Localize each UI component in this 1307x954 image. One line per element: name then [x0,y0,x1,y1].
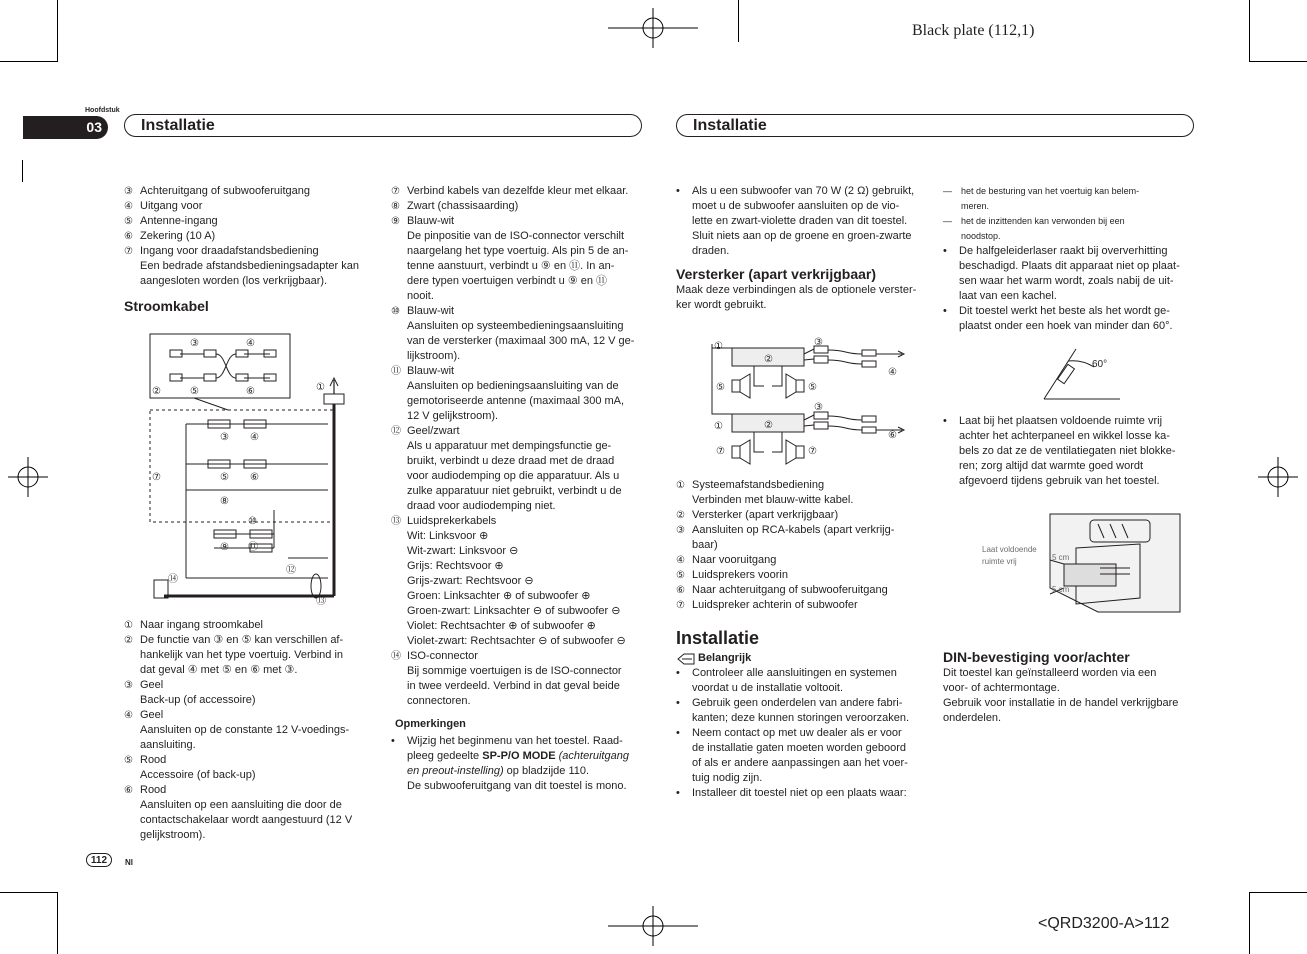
bullet-line: noodstop. [961,231,1001,241]
item-number: ⑭ [391,651,401,662]
bullet-list [943,244,1199,334]
item-line: lijkstroom). [407,350,461,362]
list-item [124,678,380,708]
diagram-label: ③ [190,338,199,349]
item-number: ⑦ [124,246,133,257]
diagram-label: ⑤ [190,386,199,397]
item-line: Aansluiten op RCA-kabels (apart verkrijg- [692,524,895,536]
space-label: Laat voldoende [982,545,1037,554]
note-text: op bladzijde 110. [503,765,590,777]
item-line: nooit. [407,290,434,302]
diagram-label: ⑫ [286,565,296,576]
item-number: ⑩ [391,306,400,317]
item-number: ⑥ [124,231,133,242]
amp-list [676,478,932,613]
bullet-line: Neem contact op met uw dealer als er voor [692,727,902,739]
item-number: ③ [124,680,133,691]
list-item [124,229,380,244]
section-heading-installatie: Installatie [676,628,760,648]
item-line: Luidsprekers voorin [692,569,788,581]
left-section-title: Installatie [124,114,642,137]
bullet-line: Laat bij het plaatsen voldoende ruimte vrij [959,415,1163,427]
diagram-label: ③ [814,402,823,413]
bullet-item [676,666,932,696]
item-line: Grijs-zwart: Rechtsvoor ⊖ [407,575,534,587]
bullet-line: afgevoerd tijdens gebruik van het toestel. [959,475,1160,487]
bullet-line: tuig nodig zijn. [692,772,763,784]
bullet-line: voordat u de installatie voltooit. [692,682,844,694]
text-line: Sluit niets aan op de groene en groen-zwarte [692,230,912,242]
item-line: Aansluiten op systeembedieningsaansluiting [407,320,624,332]
item-text [407,649,646,709]
bullet-line: Gebruik geen onderdelen van andere fabri- [692,697,903,709]
column-4 [943,184,1199,334]
text-line: Gebruik voor installatie in de handel verkrijgbare [943,697,1179,709]
bullet-icon: • [676,727,680,739]
list-item [676,598,932,613]
item-line: Aansluiten op een aansluiting die door de [140,799,342,811]
diagram-label: ⑥ [246,386,255,397]
list-item [391,214,646,304]
bullet-item [943,184,1199,214]
item-line: Geel/zwart [407,425,460,437]
item-line: Luidspreker achterin of subwoofer [692,599,858,611]
column-2 [391,184,646,794]
power-cable-diagram [124,330,384,610]
item-number: ⑪ [391,366,401,377]
section-heading-din: DIN-bevestiging voor/achter [943,649,1130,665]
item-text [140,244,380,289]
amplifier-diagram [676,334,936,470]
item-line: Versterker (apart verkrijgbaar) [692,509,839,521]
bullet-line: achter het achterpaneel en wikkel losse ka- [959,430,1170,442]
item-line: Bij sommige voertuigen is de ISO-connector [407,665,622,677]
important-list [676,666,932,801]
item-number: ④ [676,555,685,566]
item-line: 12 V gelijkstroom). [407,410,499,422]
column-1 [124,184,380,315]
item-line: Uitgang voor [140,200,203,212]
cm-label: 5 cm [1052,585,1070,594]
item-line: De pinpositie van de ISO-connector verschilt [407,230,625,242]
item-line: dere typen voertuigen verbindt u ⑨ en ⑪ [407,275,608,287]
item-text [692,523,932,553]
item-text [407,199,646,214]
black-plate-label: Black plate (112,1) [912,22,1035,39]
diagram-label: ⑥ [888,430,897,441]
note-text: pleeg gedeelte [407,750,483,762]
angle-label: 60° [1092,359,1108,370]
item-line: Blauw-wit [407,215,455,227]
bullet-item [943,304,1199,334]
diagram-label: ④ [250,432,259,443]
text-line: Als u een subwoofer van 70 W (2 Ω) gebruikt, [692,185,915,197]
item-number: ⑤ [124,216,133,227]
list-item [124,783,380,843]
item-line: Zwart (chassisaarding) [407,200,519,212]
item-number: ⑬ [391,516,401,527]
item-line: dat geval ④ met ⑤ en ⑥ met ③. [140,664,298,676]
bullet-line: of als er andere aanpassingen aan het voer- [692,757,908,769]
item-text [692,583,932,598]
item-line: naargelang het type voertuig. Als pin 5 de an- [407,245,629,257]
item-line: Naar achteruitgang of subwooferuitgang [692,584,888,596]
item-text [692,568,932,583]
item-line: Aansluiten op de constante 12 V-voedings- [140,724,350,736]
diagram-label: ① [714,421,723,432]
item-line: Als u apparatuur met dempingsfunctie ge- [407,440,612,452]
list-item [124,753,380,783]
item-line: zulke apparatuur niet gebruikt, verbindt u de [407,485,622,497]
item-line: Violet: Rechtsachter ⊕ of subwoofer ⊕ [407,620,596,632]
list-item [391,304,646,364]
important-label: Belangrijk [698,652,752,664]
text-line: Dit toestel kan geïnstalleerd worden via een [943,667,1157,679]
angle-diagram [1036,345,1126,405]
item-text [407,424,646,514]
item-number: ⑨ [391,216,400,227]
item-line: contactschakelaar wordt aangestuurd (12 V [140,814,353,826]
diagram-label: ⑤ [716,382,725,393]
bullet-item [943,244,1199,304]
bullet-line: beschadigd. Plaats dit apparaat niet op plaat- [959,260,1180,272]
item-number: ③ [124,186,133,197]
bullet-icon: • [676,667,680,679]
item-text [140,229,380,244]
item-line: voor audiodemping op die apparatuur. Als u [407,470,620,482]
item-number: ④ [124,710,133,721]
bullet-item [676,786,932,801]
item-line: Grijs: Rechtsvoor ⊕ [407,560,504,572]
list-item [124,184,380,199]
space-label: ruimte vrij [982,557,1017,566]
text-line: lette en zwart-violette draden van dit toestel. [692,215,908,227]
item-line: draad voor audiodemping niet. [407,500,556,512]
bullet-list [943,414,1199,489]
dash-icon: — [943,216,952,226]
document-code: <QRD3200-A>112 [1038,915,1170,932]
item-line: aangesloten worden (los verkrijgbaar). [140,275,328,287]
diagram-label: ⑤ [808,382,817,393]
list-item [124,199,380,214]
list-item [676,583,932,598]
item-line: Rood [140,784,167,796]
list-item [676,568,932,583]
item-number: ③ [676,525,685,536]
bullet-icon: • [676,787,680,799]
output-list [124,184,380,289]
text-line: moet u de subwoofer aansluiten op de vio- [692,200,900,212]
bullet-line: Dit toestel werkt het beste als het wordt ge- [959,305,1170,317]
diagram-label: ② [764,420,773,431]
diagram-label: ⑤ [220,472,229,483]
diagram-label: ③ [220,432,229,443]
item-text [692,508,932,523]
item-text [407,364,646,424]
item-line: Zekering (10 A) [140,230,216,242]
item-number: ⑫ [391,426,401,437]
item-line: connectoren. [407,695,471,707]
item-number: ④ [124,201,133,212]
item-line: Een bedrade afstandsbedieningsadapter kan [140,260,359,272]
item-line: De functie van ③ en ⑤ kan verschillen af- [140,634,344,646]
bullet-line: ren; zorg altijd dat warmte goed wordt [959,460,1144,472]
item-text [692,598,932,613]
bullet-line: laat van een kachel. [959,290,1057,302]
amp-intro [676,283,932,313]
bullet-icon: • [391,735,395,747]
item-line: Naar vooruitgang [692,554,777,566]
note-text: Wijzig het beginmenu van het toestel. Raad- [407,735,623,747]
item-line: Verbinden met blauw-witte kabel. [692,494,854,506]
din-text [943,666,1199,726]
list-item [391,424,646,514]
diagram-label: ⑨ [220,542,229,553]
list-item [676,523,932,553]
item-text [692,478,932,508]
item-number: ⑦ [391,186,400,197]
note-text: De subwooferuitgang van dit toestel is mono. [407,780,627,792]
diagram-label: ⑧ [220,496,229,507]
item-line: Ingang voor draadafstandsbediening [140,245,319,257]
column-4-mid [943,414,1199,489]
important-heading [676,651,932,666]
item-line: hankelijk van het type voertuig. Verbind in [140,649,344,661]
diagram-label: ② [152,386,161,397]
item-line: Luidsprekerkabels [407,515,497,527]
dash-list [943,184,1199,244]
diagram-label: ⑦ [152,472,161,483]
list-item [124,214,380,229]
item-number: ⑤ [124,755,133,766]
item-text [140,214,380,229]
subwoofer-note [676,184,932,259]
item-text [140,708,380,753]
item-number: ⑦ [676,600,685,611]
wire-list-continued [391,184,646,709]
bullet-icon: • [676,185,680,197]
bullet-icon: • [943,415,947,427]
diagram-label: ⑥ [250,472,259,483]
item-line: Aansluiten op bedieningsaansluiting van de [407,380,619,392]
cm-label: 5 cm [1052,553,1070,562]
page-number: 112 [86,853,112,867]
note-text: (achteruitgang [555,750,629,762]
item-line: Back-up (of accessoire) [140,694,256,706]
bullet-line: meren. [961,201,990,211]
item-line: bruikt, verbindt u deze draad met de draad [407,455,615,467]
list-item [391,184,646,199]
item-number: ⑥ [124,785,133,796]
item-text [692,553,932,568]
list-item [391,649,646,709]
column-3-bottom [676,478,932,801]
bullet-icon: • [943,245,947,257]
diagram-label: ⑦ [808,446,817,457]
list-item [124,708,380,753]
item-line: Rood [140,754,167,766]
item-number: ② [676,510,685,521]
list-item [391,514,646,649]
item-number: ① [124,620,133,631]
column-1-bottom [124,618,380,843]
item-line: Wit: Linksvoor ⊕ [407,530,489,542]
item-text [140,633,380,678]
item-text [140,199,380,214]
diagram-label: ⑪ [248,542,258,553]
item-line: gelijkstroom). [140,829,206,841]
bullet-line: het de besturing van het voertuig kan belem- [961,186,1140,196]
bullet-line: sen waar het warm wordt, zoals nabij de uit- [959,275,1174,287]
item-text [407,514,646,649]
list-item [676,508,932,523]
note-text: en preout-instelling) [407,765,504,777]
bullet-line: bels zo dat ze de ventilatiegaten niet blokke- [959,445,1176,457]
list-item [124,618,380,633]
diagram-label: ② [764,354,773,365]
item-line: Geel [140,679,164,691]
diagram-label: ① [714,341,723,352]
item-line: Antenne-ingang [140,215,218,227]
notes-heading: Opmerkingen [395,718,466,730]
item-text [140,678,380,708]
text-line: voor- of achtermontage. [943,682,1060,694]
list-item [676,553,932,568]
diagram-label: ⑦ [716,446,725,457]
bullet-line: Installeer dit toestel niet op een plaats waar: [692,787,907,799]
item-number: ① [676,480,685,491]
item-line: van de versterker (maximaal 300 mA, 12 V ge- [407,335,635,347]
list-item [676,478,932,508]
item-text [140,618,380,633]
bullet-icon: • [943,305,947,317]
bullet-line: de installatie gaten moeten worden geboord [692,742,907,754]
chapter-number-badge: 03 [23,116,108,139]
item-line: gemotoriseerde antenne (maximaal 300 mA, [407,395,625,407]
bullet-item [943,214,1199,244]
bullet-line: plaatst onder een hoek van minder dan 60°. [959,320,1173,332]
diagram-label: ⑬ [316,596,326,607]
item-text [407,184,646,199]
language-code: Nl [125,858,133,867]
section-heading-stroomkabel: Stroomkabel [124,298,209,314]
item-line: baar) [692,539,718,551]
diagram-label: ④ [246,338,255,349]
column-3 [676,184,932,313]
item-line: Achteruitgang of subwooferuitgang [140,185,311,197]
item-line: tenne aanstuurt, verbindt u ⑨ en ⑪. In an- [407,260,615,272]
item-line: ISO-connector [407,650,478,662]
item-line: Systeemafstandsbediening [692,479,825,491]
bullet-item [943,414,1199,489]
item-line: Groen: Linksachter ⊕ of subwoofer ⊕ [407,590,591,602]
right-section-title: Installatie [676,114,1194,137]
text-line: draden. [692,245,730,257]
item-text [140,783,380,843]
item-line: Groen-zwart: Linksachter ⊖ of subwoofer ⊖ [407,605,621,617]
item-text [140,184,380,199]
item-line: Verbind kabels van dezelfde kleur met elkaar. [407,185,629,197]
item-line: in twee verdeeld. Verbind in dat geval beide [407,680,620,692]
dash-icon: — [943,186,952,196]
note-item [391,734,646,794]
list-item [124,633,380,678]
item-text [407,304,646,364]
list-item [124,244,380,289]
text-line: ker wordt gebruikt. [676,299,767,311]
item-line: Blauw-wit [407,365,455,377]
item-number: ⑤ [676,570,685,581]
bullet-item [676,696,932,726]
chapter-label: Hoofdstuk [85,107,120,114]
item-number: ⑥ [676,585,685,596]
item-number: ② [124,635,133,646]
diagram-label: ⑩ [248,516,257,527]
diagram-label: ① [316,382,325,393]
list-item [391,199,646,214]
bullet-line: Controleer alle aansluitingen en systemen [692,667,897,679]
text-line: Maak deze verbindingen als de optionele verster- [676,284,917,296]
item-line: Violet-zwart: Rechtsachter ⊖ of subwoofer ⊖ [407,635,626,647]
space-diagram [980,508,1200,618]
item-number: ⑧ [391,201,400,212]
item-line: Accessoire (of back-up) [140,769,256,781]
diagram-label: ④ [888,367,897,378]
item-text [407,214,646,304]
list-item [391,364,646,424]
wire-list [124,618,380,843]
warning-hand-icon [676,653,696,665]
bullet-item [676,726,932,786]
item-line: Wit-zwart: Linksvoor ⊖ [407,545,519,557]
item-line: Naar ingang stroomkabel [140,619,263,631]
bullet-icon: • [676,697,680,709]
item-line: Geel [140,709,164,721]
item-text [140,753,380,783]
menu-name: SP-P/O MODE [482,750,556,762]
item-line: aansluiting. [140,739,196,751]
text-line: onderdelen. [943,712,1002,724]
bullet-line: kanten; deze kunnen storingen veroorzaken. [692,712,910,724]
diagram-label: ⑭ [168,574,178,585]
bullet-line: het de inzittenden kan verwonden bij een [961,216,1125,226]
section-heading-versterker: Versterker (apart verkrijgbaar) [676,266,876,282]
diagram-label: ③ [814,337,823,348]
bullet-line: De halfgeleiderlaser raakt bij oververhitting [959,245,1168,257]
item-line: Blauw-wit [407,305,455,317]
column-4-bottom [943,648,1199,726]
